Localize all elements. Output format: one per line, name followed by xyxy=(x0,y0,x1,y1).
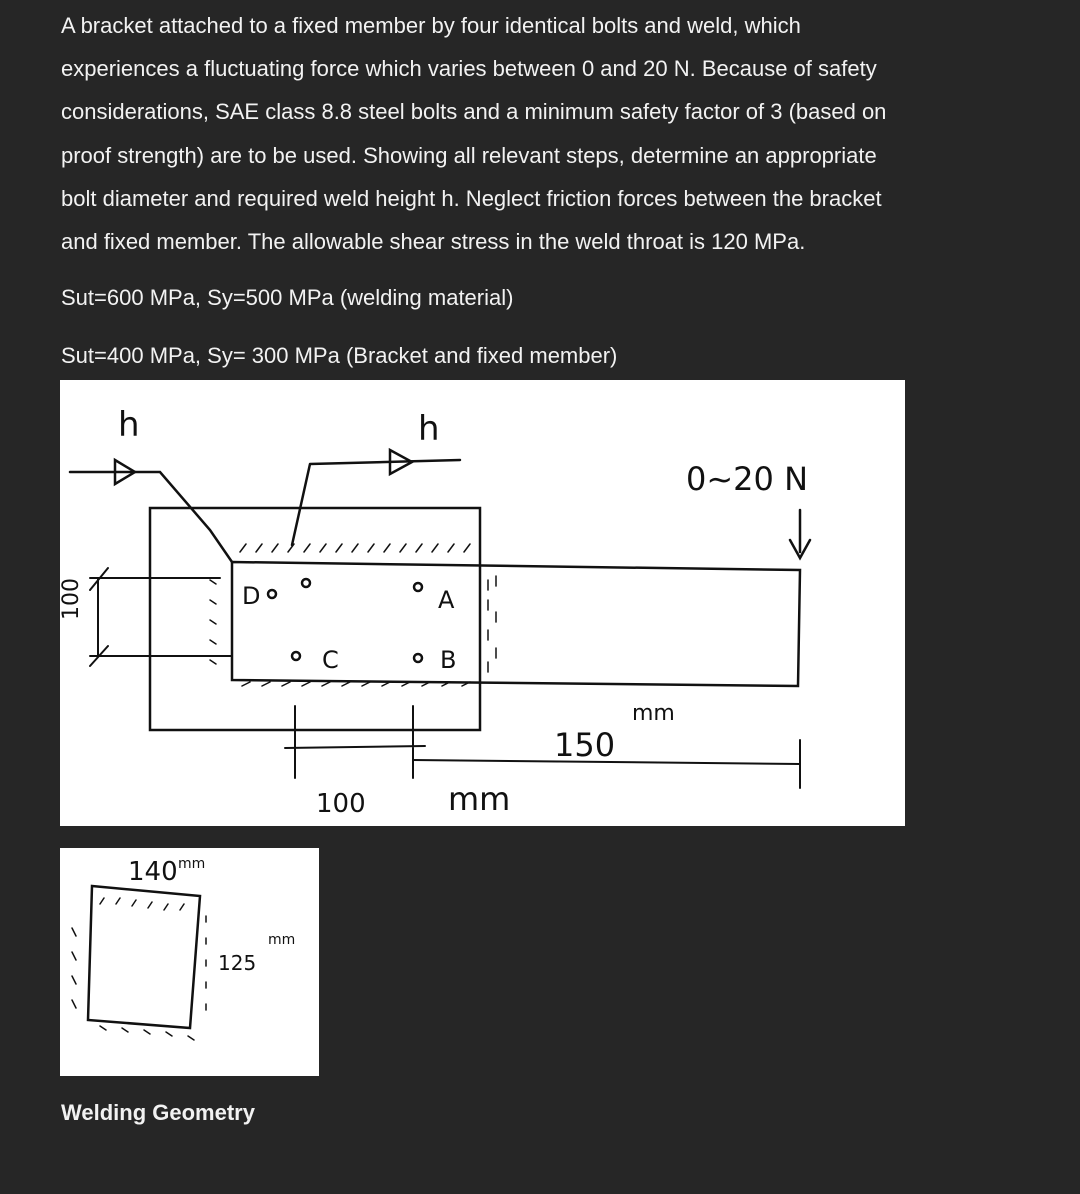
dim-arm-value: 150 xyxy=(554,726,616,764)
weld-width-unit: mm xyxy=(178,856,206,872)
bolt-a-label: A xyxy=(438,586,455,614)
bracket-sketch-svg xyxy=(60,380,905,826)
given-welding-material: Sut=600 MPa, Sy=500 MPa (welding material) xyxy=(61,285,514,310)
figure-caption: Welding Geometry xyxy=(61,1100,255,1125)
problem-statement xyxy=(61,0,1061,368)
dim-arm-unit: mm xyxy=(632,701,675,726)
weld-symbol-top-label: h xyxy=(418,409,440,449)
bolt-hole-c xyxy=(292,652,300,660)
weld-hatch-top xyxy=(240,544,470,552)
problem-text xyxy=(61,0,1061,263)
given-bracket-material: Sut=400 MPa, Sy= 300 MPa (Bracket and fixed member) xyxy=(61,343,618,368)
weld-outline xyxy=(88,886,200,1028)
problem-line: bolt diameter and required weld height h. Neglect friction forces between the bracket xyxy=(61,185,882,211)
fixed-member xyxy=(150,508,480,730)
dim-spacing-lines xyxy=(285,706,425,778)
bolt-hole-a xyxy=(414,583,422,591)
weld-symbol-left-label: h xyxy=(118,405,140,445)
bolt-c-label: C xyxy=(322,646,339,674)
dim-spacing-unit: mm xyxy=(448,780,511,818)
bolt-b-label: B xyxy=(440,646,457,674)
weld-height-value: 125 xyxy=(218,951,257,975)
bracket-sketch xyxy=(60,380,905,826)
dim-vertical-lines xyxy=(90,568,232,666)
weld-hatch-right xyxy=(488,576,496,672)
problem-line: experiences a fluctuating force which varies between 0 and 20 N. Because of safety xyxy=(61,56,877,82)
weld-width-value: 140 xyxy=(128,857,178,887)
dim-spacing-value: 100 xyxy=(316,789,366,819)
load-label: 0~20 N xyxy=(686,460,808,498)
bracket-arm xyxy=(232,562,800,686)
bolt-hole-b xyxy=(414,654,422,662)
problem-line: and fixed member. The allowable shear stress in the weld throat is 120 MPa. xyxy=(61,229,806,255)
weld-geometry-svg xyxy=(60,848,319,1076)
bolt-d-label: D xyxy=(242,582,261,610)
weld-geometry-sketch xyxy=(60,848,319,1076)
weld-hatch-left xyxy=(210,580,216,664)
bolt-hole-d xyxy=(268,590,276,598)
problem-line: considerations, SAE class 8.8 steel bolts and a minimum safety factor of 3 (based on xyxy=(61,99,887,125)
bolt-hole-d2 xyxy=(302,579,310,587)
weld-height-unit: mm xyxy=(268,932,296,948)
dim-vertical-label: 100 xyxy=(60,578,84,620)
weld-leader-top xyxy=(292,460,460,545)
load-arrow xyxy=(790,510,810,558)
problem-line: A bracket attached to a fixed member by four identical bolts and weld, which xyxy=(61,13,801,38)
problem-line: proof strength) are to be used. Showing all relevant steps, determine an appropriate xyxy=(61,142,877,168)
